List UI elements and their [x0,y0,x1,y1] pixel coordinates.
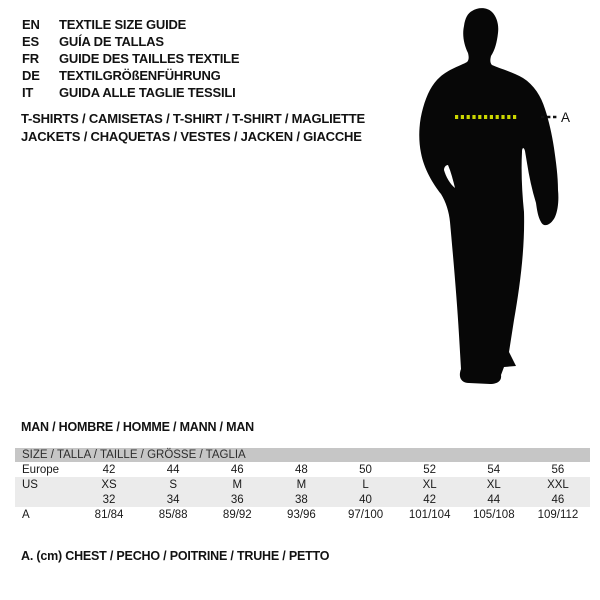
language-title: TEXTILGRÖßENFÜHRUNG [59,68,221,83]
table-cell: 44 [166,463,180,476]
language-code: ES [22,34,39,49]
language-row-es [22,33,239,50]
language-row-de [22,67,239,84]
table-cell: 42 [398,492,462,507]
man-figure [405,0,575,400]
size-table [15,448,590,522]
table-cell: 38 [269,492,333,507]
row-label: A [22,508,30,521]
language-row-fr [22,50,239,67]
table-cell: 56 [551,463,565,476]
table-row-europe [15,462,590,477]
table-cell: 81/84 [94,508,124,521]
table-cell: 44 [462,492,526,507]
row-label: Europe [22,463,60,476]
table-cell: 97/100 [347,508,384,521]
table-cell: 32 [77,492,141,507]
size-table-header: SIZE / TALLA / TAILLE / GRÖSSE / TAGLIA [15,448,590,462]
language-code: DE [22,68,40,83]
language-code: FR [22,51,39,66]
category-list [21,110,365,146]
table-cell: 89/92 [222,508,252,521]
language-title: GUIDE DES TAILLES TEXTILE [59,51,240,66]
category-tshirts: T-SHIRTS / CAMISETAS / T-SHIRT / T-SHIRT / MAGLIETTE [21,111,365,126]
table-row-chest-a [15,507,590,522]
table-cell: XL [398,477,462,492]
language-title: GUÍA DE TALLAS [59,34,164,49]
language-row-it [22,84,239,101]
table-cell: 40 [334,492,398,507]
man-silhouette-svg [405,0,575,400]
section-title: MAN / HOMBRE / HOMME / MANN / MAN [21,420,254,434]
table-cell: 101/104 [408,508,451,521]
row-label [15,492,77,507]
table-row-us [15,477,590,492]
measurement-footnote: A. (cm) CHEST / PECHO / POITRINE / TRUHE / PETTO [21,549,330,563]
language-row-en [22,16,239,33]
table-cell: 48 [295,463,308,476]
table-cell: 50 [359,463,372,476]
table-cell: 109/112 [537,508,579,521]
table-cell: 105/108 [473,508,515,521]
language-code: EN [22,17,40,32]
category-jackets: JACKETS / CHAQUETAS / VESTES / JACKEN / GIACCHE [21,129,362,144]
table-cell: L [334,477,398,492]
table-cell: 52 [423,463,437,476]
table-cell: 46 [230,463,244,476]
table-cell: S [141,477,205,492]
language-title: GUIDA ALLE TAGLIE TESSILI [59,85,236,100]
table-cell: 46 [526,492,590,507]
table-cell: 93/96 [287,508,316,521]
table-cell: M [269,477,333,492]
table-cell: XS [77,477,141,492]
table-cell: 85/88 [158,508,188,521]
table-cell: XXL [526,477,590,492]
size-table-header-row [15,448,590,462]
language-title: TEXTILE SIZE GUIDE [59,17,187,32]
measure-label-a: A [561,110,571,125]
table-row-numeric [15,492,590,507]
table-cell: 54 [487,463,501,476]
table-cell: 34 [141,492,205,507]
language-list [22,16,239,101]
table-cell: M [205,477,269,492]
man-silhouette [419,8,558,384]
row-label: US [15,477,77,492]
table-cell: 42 [102,463,116,476]
table-cell: 36 [205,492,269,507]
table-cell: XL [462,477,526,492]
language-code: IT [22,85,34,100]
